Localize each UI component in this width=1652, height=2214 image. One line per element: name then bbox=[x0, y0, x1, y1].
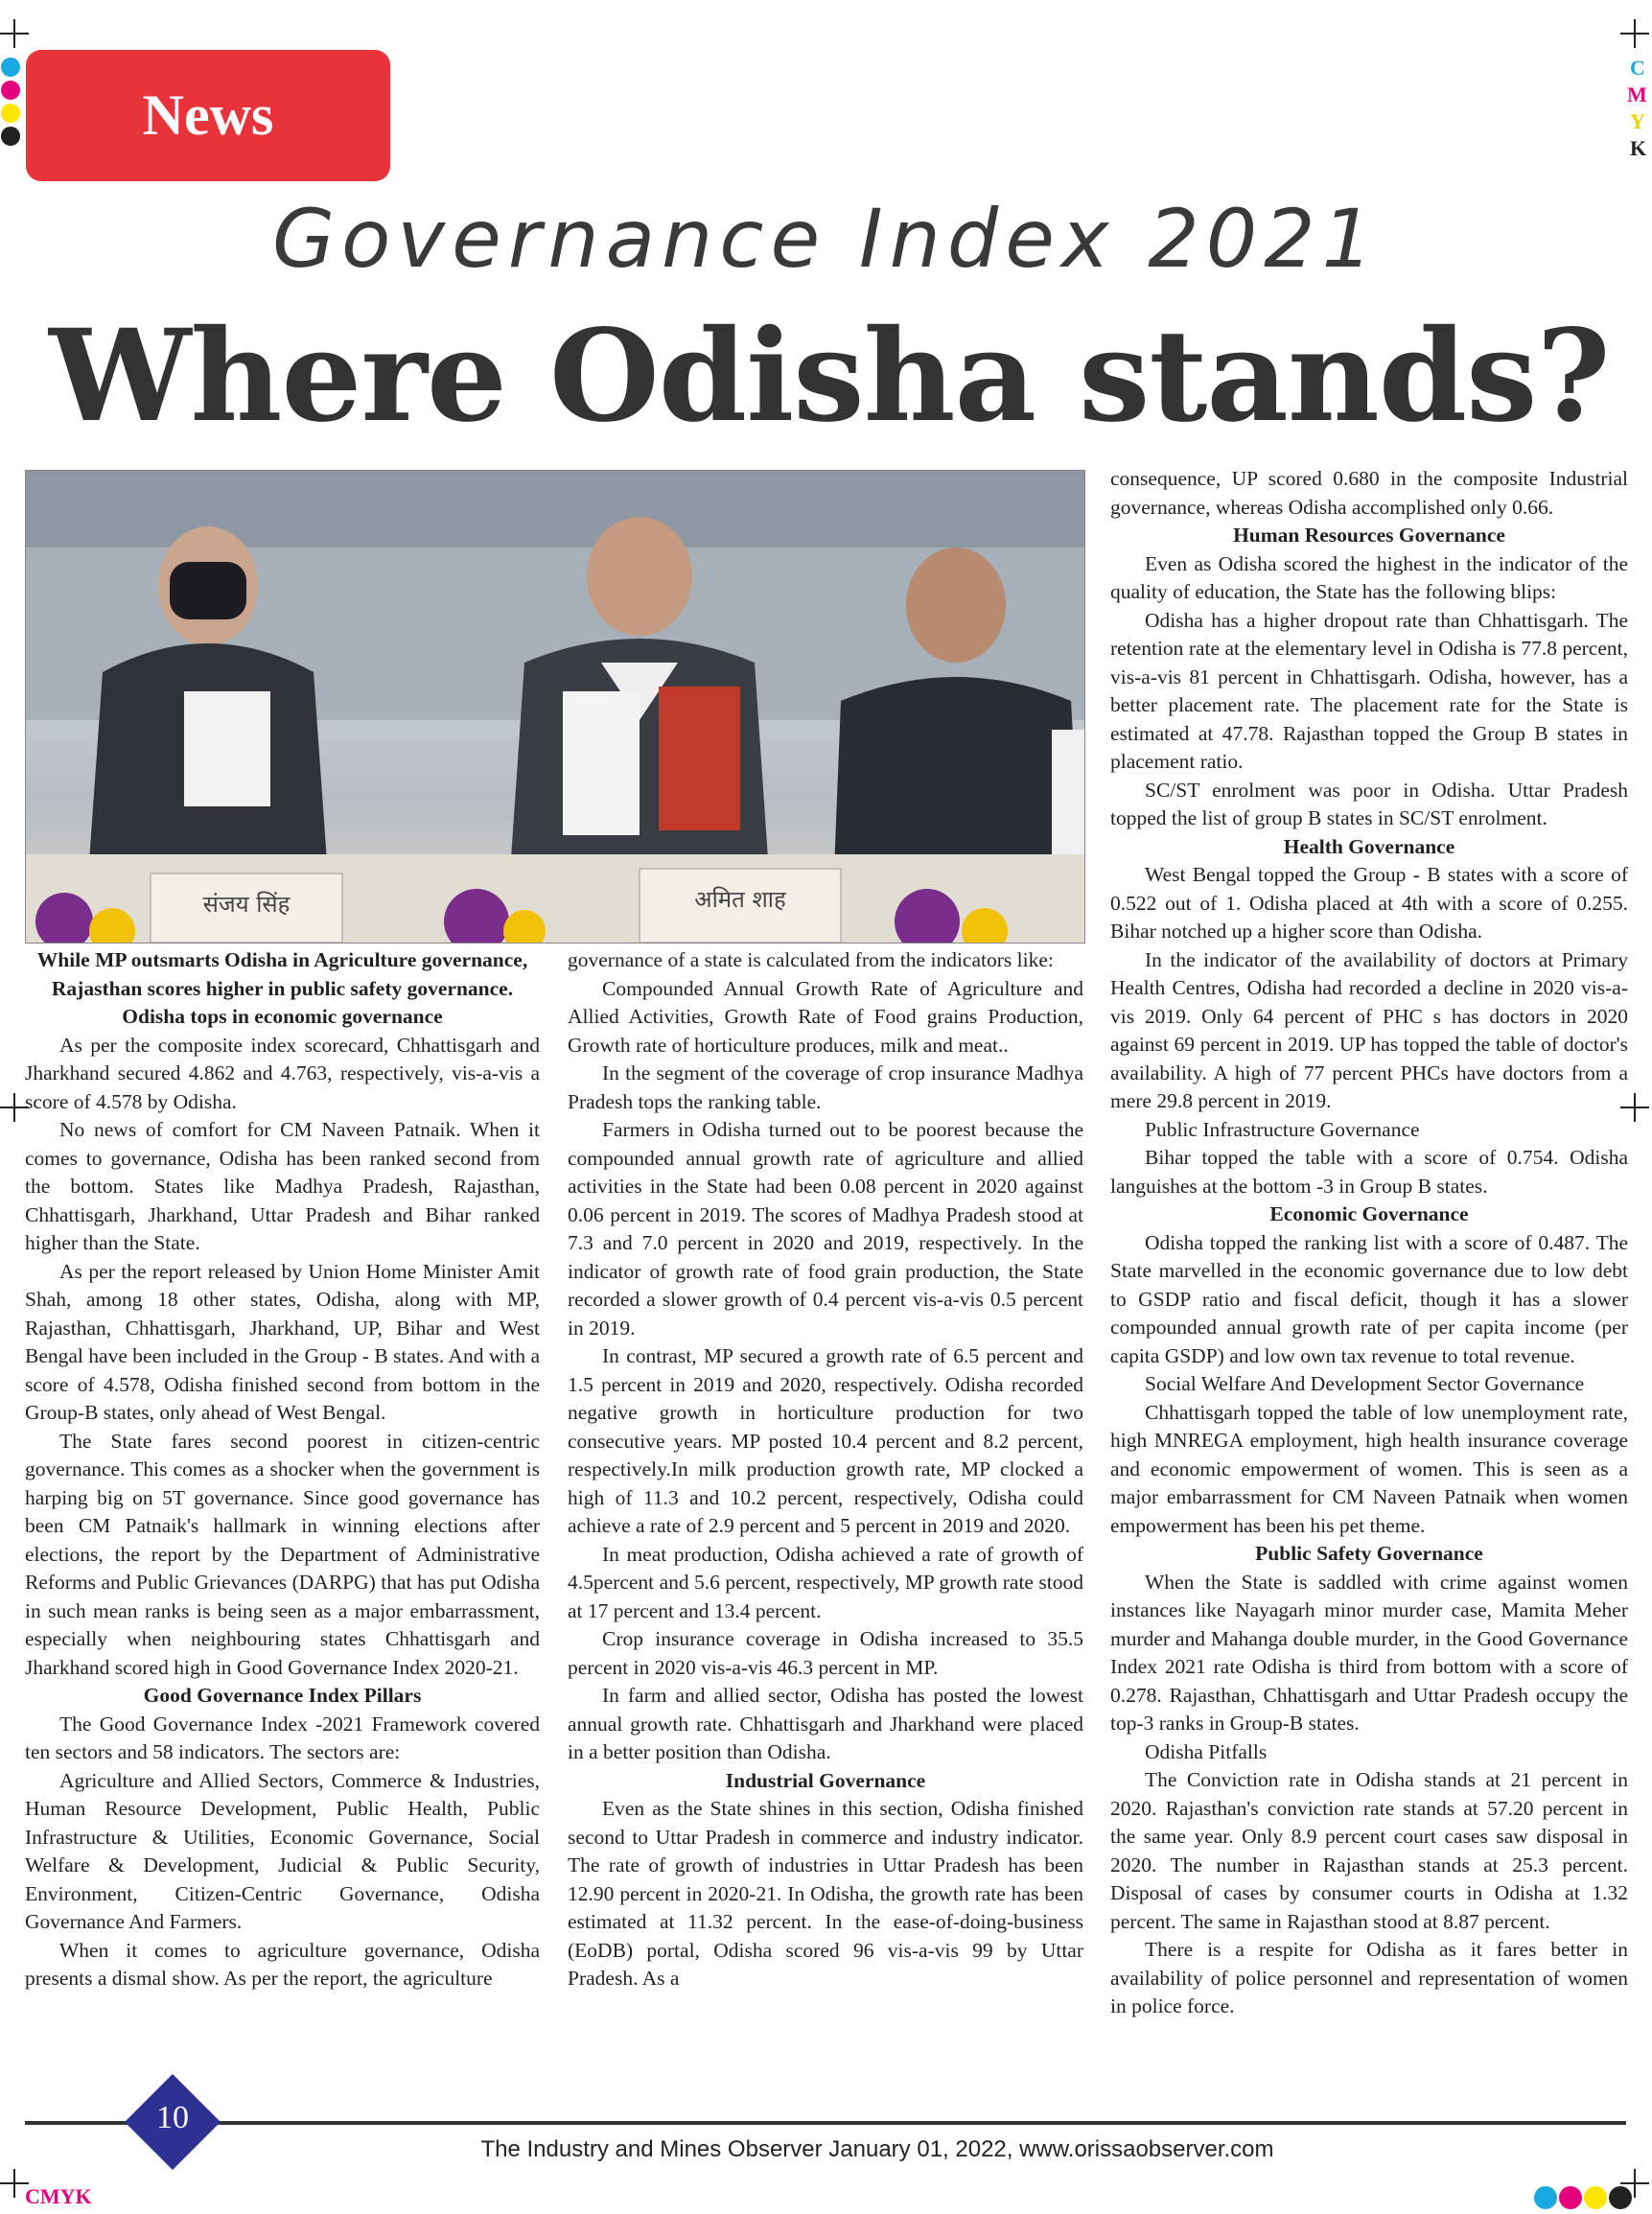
paragraph: In contrast, MP secured a growth rate of 6.5 percent and 1.5 percent in 2019 and 2020, respectively. Odisha recorded negative growth in horticulture production for two consecutive years. MP posted 10.4 percent and 8.2 percent, respectively.In milk production growth rate, MP clocked a high of 11.3 and 10.2 percent, respectively, Odisha could achieve a rate of 2.9 percent and 5 percent in 2019 and 2020. bbox=[568, 1344, 1083, 1537]
subheading: Economic Governance bbox=[1269, 1202, 1469, 1225]
footer-rule bbox=[25, 2121, 1626, 2125]
subheading: Good Governance Index Pillars bbox=[143, 1684, 422, 1707]
paragraph: Farmers in Odisha turned out to be poorest because the compounded annual growth rate of agriculture and allied activities in the State had been 0.08 percent in 2020 against 0.06 percent in 2019. The scores of Madhya Pradesh stood at 7.3 and 7.0 percent in 2020 and 2019, respectively. In the indicator of growth rate of food grain production, the State recorded a slower growth of 0.4 percent vis-a-vis 0.5 percent in 2019. bbox=[568, 1118, 1083, 1340]
section-label: News bbox=[142, 83, 274, 147]
subheading: Health Governance bbox=[1283, 834, 1455, 858]
paragraph: When the State is saddled with crime against women instances like Nayagarh minor murder case, Mamita Meher murder and Mahanga double murder, in the Good Governance Index 2021 rate Odisha is third from bottom with a score of 0.278. Rajasthan, Chhattisgarh and Uttar Pradesh occupy the top-3 ranks in Group-B states. bbox=[1110, 1570, 1628, 1735]
footer-text: The Industry and Mines Observer January 01, 2022, www.orissaobserver.com bbox=[480, 2136, 1274, 2162]
paragraph: Even as Odisha scored the highest in the indicator of the quality of education, the State has the following blips: bbox=[1110, 551, 1628, 603]
paragraph: Odisha topped the ranking list with a score of 0.487. The State marvelled in the economic governance due to low debt to GSDP ratio and fiscal deficit, though it has a slower compounded annual growth rate of per capita income (per capita GSDP) and low own tax revenue to total revenue. bbox=[1110, 1230, 1628, 1367]
subheading: Industrial Governance bbox=[725, 1768, 926, 1792]
cmyk-c: C bbox=[1630, 56, 1645, 80]
crop-mark-top-right-v bbox=[1634, 19, 1636, 48]
cmyk-k: K bbox=[1630, 136, 1647, 160]
photo-illustration bbox=[26, 471, 1084, 943]
column-3 bbox=[1110, 465, 1628, 2021]
paragraph: The Conviction rate in Odisha stands at 21 percent in 2020. Rajasthan's conviction rate stands at 57.20 percent in the same year. Only 8.9 percent court cases saw disposal in 2020. The number in Rajasthan stands at 25.3 percent. Disposal of cases by consumer courts in Odisha at 1.32 percent. The same in Rajasthan stood at 8.87 percent. bbox=[1110, 1768, 1628, 1933]
crop-mark-top-left-v bbox=[13, 19, 15, 48]
paragraph: Public Infrastructure Governance bbox=[1145, 1117, 1420, 1141]
paragraph: Agriculture and Allied Sectors, Commerce & Industries, Human Resource Development, Public Health, Public Infrastructure & Utilities, Economic Governance, Social Welfare & Development, Judicial & Public Security, Environment, Citizen-Centric Governance, Odisha Governance And Farmers. bbox=[25, 1768, 540, 1933]
paragraph: SC/ST enrolment was poor in Odisha. Uttar Pradesh topped the list of group B states in SC/ST enrolment. bbox=[1110, 778, 1628, 829]
cyan-dot-bottom bbox=[1534, 2186, 1557, 2209]
paragraph: There is a respite for Odisha as it fares better in availability of police personnel and representation of women in police force. bbox=[1110, 1938, 1628, 2017]
cmyk-m: M bbox=[1627, 82, 1647, 106]
paragraph: In the segment of the coverage of crop insurance Madhya Pradesh tops the ranking table. bbox=[568, 1061, 1083, 1113]
paragraph: In farm and allied sector, Odisha has posted the lowest annual growth rate. Chhattisgarh and Jharkhand were placed in a better position than Odisha. bbox=[568, 1684, 1083, 1763]
yellow-dot bbox=[1, 104, 20, 123]
paragraph: Bihar topped the table with a score of 0.754. Odisha languishes at the bottom -3 in Group B states. bbox=[1110, 1146, 1628, 1198]
paragraph: West Bengal topped the Group - B states with a score of 0.522 out of 1. Odisha placed at 4th with a score of 0.255. Bihar notched up a higher score than Odisha. bbox=[1110, 863, 1628, 943]
cyan-dot bbox=[1, 58, 20, 77]
paragraph: In meat production, Odisha achieved a rate of growth of 4.5percent and 5.6 percent, respectively, MP growth rate stood at 17 percent and 13.4 percent. bbox=[568, 1542, 1083, 1622]
paragraph: Compounded Annual Growth Rate of Agriculture and Allied Activities, Growth Rate of Food grains Production, Growth rate of horticulture produces, milk and meat.. bbox=[568, 976, 1083, 1057]
paragraph: Even as the State shines in this section, Odisha finished second to Uttar Pradesh in commerce and industry indicator. The rate of growth of industries in Uttar Pradesh has been 12.90 percent in 2020-21. In Odisha, the growth rate has been estimated at 11.32 percent. In the ease-of-doing-business (EoDB) portal, Odisha scored 96 vis-a-vis 99 by Uttar Pradesh. As a bbox=[568, 1797, 1083, 1990]
kicker: Governance Index 2021 bbox=[271, 192, 1381, 286]
paragraph: consequence, UP scored 0.680 in the composite Industrial governance, whereas Odisha accomplished only 0.66. bbox=[1110, 467, 1628, 519]
crop-mark-mid-left-v bbox=[13, 1093, 15, 1122]
paragraph: Social Welfare And Development Sector Governance bbox=[1145, 1372, 1585, 1395]
photo-caption: While MP outsmarts Odisha in Agriculture governance, Rajasthan scores higher in public safety governance. Odisha tops in economic governance bbox=[36, 948, 528, 1028]
paragraph: No news of comfort for CM Naveen Patnaik. When it comes to governance, Odisha has been ranked second from the bottom. States like Madhya Pradesh, Rajasthan, Chhattisgarh, Jharkhand, Uttar Pradesh and Bihar ranked higher than the State. bbox=[25, 1118, 540, 1254]
paragraph: In the indicator of the availability of doctors at Primary Health Centres, Odisha had recorded a decline in 2020 vis-a-vis 2019. Only 64 percent of PHC s has doctors in 2020 against 69 percent in 2019. UP has topped the table of doctor's availability. A high of 77 percent PHCs have doctors from a mere 29.8 percent in 2019. bbox=[1110, 947, 1628, 1112]
page-number: 10 bbox=[156, 2100, 189, 2135]
paragraph: Odisha Pitfalls bbox=[1145, 1739, 1268, 1763]
magenta-dot-bottom bbox=[1559, 2186, 1582, 2209]
subheading: Public Safety Governance bbox=[1255, 1542, 1483, 1565]
magenta-dot bbox=[1, 81, 20, 100]
nameplate-left: संजय सिंह bbox=[202, 891, 291, 918]
paragraph: The State fares second poorest in citizen-centric governance. This comes as a shocker when the government is harping big on 5T governance. Since good governance has been CM Patnaik's hallmark in winning elections after elections, the report by the Department of Administrative Reforms and Public Grievances (DARPG) that has put Odisha in such mean ranks is being seen as a major embarrassment, especially when neighbouring states Chhattisgarh and Jharkhand scored high in Good Governance Index 2020-21. bbox=[25, 1429, 540, 1679]
paragraph: The Good Governance Index -2021 Framework covered ten sectors and 58 indicators. The sectors are: bbox=[25, 1712, 540, 1763]
paragraph: governance of a state is calculated from the indicators like: bbox=[568, 948, 1054, 971]
paragraph: As per the composite index scorecard, Chhattisgarh and Jharkhand secured 4.862 and 4.763, respectively, vis-a-vis a score of 4.578 by Odisha. bbox=[25, 1033, 540, 1113]
crop-mark-bottom-left-v bbox=[13, 2169, 15, 2198]
paragraph: Chhattisgarh topped the table of low unemployment rate, high MNREGA employment, high health insurance coverage and economic empowerment of women. This is seen as a major embarrassment for CM Naveen Patnaik when women empowerment has been his pet theme. bbox=[1110, 1400, 1628, 1537]
cmyk-bottom-label: CMYK bbox=[25, 2184, 92, 2208]
subheading: Human Resources Governance bbox=[1233, 524, 1505, 547]
paragraph: When it comes to agriculture governance, Odisha presents a dismal show. As per the report, the agriculture bbox=[25, 1938, 540, 1990]
black-dot-bottom bbox=[1609, 2186, 1632, 2209]
column-1 bbox=[25, 946, 540, 1993]
yellow-dot-bottom bbox=[1584, 2186, 1607, 2209]
crop-mark-bottom-right-v bbox=[1634, 2169, 1636, 2198]
section-tab bbox=[26, 50, 390, 181]
article-photo bbox=[25, 470, 1085, 944]
headline: Where Odisha stands? bbox=[49, 302, 1610, 451]
crop-mark-mid-right-v bbox=[1634, 1093, 1636, 1122]
cmyk-y: Y bbox=[1630, 109, 1645, 133]
black-dot bbox=[1, 127, 20, 146]
nameplate-center: अमित शाह bbox=[694, 886, 786, 913]
paragraph: As per the report released by Union Home Minister Amit Shah, among 18 other states, Odisha, along with MP, Rajasthan, Chhattisgarh, Jharkhand, UP, Bihar and West Bengal have been included in the Group - B states. And with a score of 4.578, Odisha finished second from bottom in the Group-B states, only ahead of West Bengal. bbox=[25, 1259, 540, 1424]
paragraph: Odisha has a higher dropout rate than Chhattisgarh. The retention rate at the elementary level in Odisha is 77.8 percent, vis-a-vis 81 percent in Chhattisgarh. Odisha, however, has a better placement rate. The placement rate for the State is estimated at 47.78. Rajasthan topped the Group B states in placement ratio. bbox=[1110, 608, 1628, 773]
paragraph: Crop insurance coverage in Odisha increased to 35.5 percent in 2020 vis-a-vis 46.3 percent in MP. bbox=[568, 1627, 1083, 1679]
column-2 bbox=[568, 946, 1083, 1993]
